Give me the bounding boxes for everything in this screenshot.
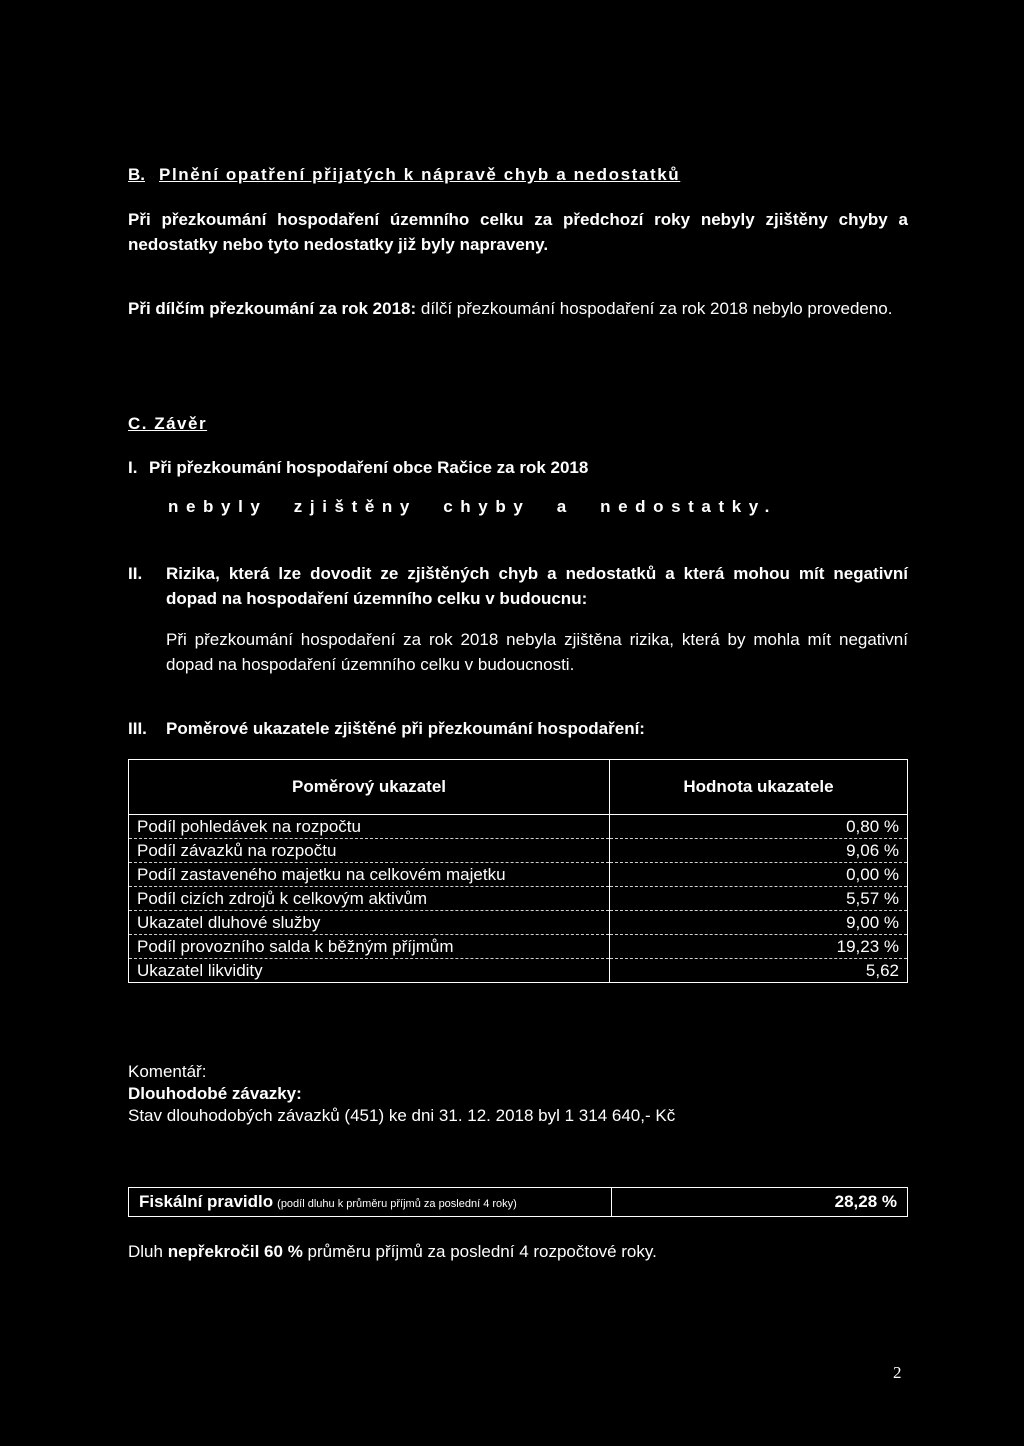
indicator-name: Podíl pohledávek na rozpočtu xyxy=(129,815,610,839)
fiscal-rule-divider xyxy=(611,1188,612,1216)
fiscal-rule-note: (podíl dluhu k průměru příjmů za poslední 4 roky) xyxy=(277,1198,517,1210)
fiscal-sentence-start: Dluh xyxy=(128,1242,168,1261)
section-b-para2-text: dílčí přezkoumání hospodaření za rok 2018 nebylo provedeno. xyxy=(416,299,893,318)
table-row xyxy=(129,815,908,839)
comment-label: Komentář: xyxy=(128,1062,207,1081)
fiscal-rule-sentence xyxy=(128,1239,657,1264)
section-b-para1: Při přezkoumání hospodaření územního celku za předchozí roky nebyly zjištěny chyby a nedostatky nebo tyto nedostatky již byly napraveny. xyxy=(128,210,908,254)
item-2-text: Při přezkoumání hospodaření za rok 2018 nebyla zjištěna rizika, která by mohla mít negativní dopad na hospodaření územního celku v budoucnosti. xyxy=(166,630,908,674)
page-number: 2 xyxy=(893,1363,902,1382)
indicator-value: 0,80 % xyxy=(846,816,899,836)
indicator-name: Ukazatel likvidity xyxy=(129,959,610,983)
indicator-value: 9,00 % xyxy=(610,911,908,935)
section-b-heading xyxy=(128,165,680,185)
item-1-text: Při přezkoumání hospodaření obce Račice za rok 2018 xyxy=(149,458,589,477)
section-b-para2 xyxy=(128,296,908,321)
indicator-name: Podíl cizích zdrojů k celkovým aktivům xyxy=(129,887,610,911)
fiscal-sentence-end: průměru příjmů za poslední 4 rozpočtové roky. xyxy=(302,1242,657,1261)
indicator-value: 9,06 % xyxy=(610,839,908,863)
indicator-value: 5,57 % xyxy=(610,887,908,911)
item-3-heading: Poměrové ukazatele zjištěné při přezkoumání hospodaření: xyxy=(166,719,645,738)
fiscal-rule-value: 28,28 % xyxy=(834,1192,897,1211)
comment-title: Dlouhodobé závazky: xyxy=(128,1084,302,1103)
table-header-row xyxy=(129,760,908,815)
item-1-number: I. xyxy=(128,458,138,477)
table-row xyxy=(129,887,908,911)
indicator-name: Podíl závazků na rozpočtu xyxy=(129,839,610,863)
item-1-result: nebyly zjištěny chyby a nedostatky. xyxy=(168,497,777,516)
section-b-number: B. xyxy=(128,165,145,184)
indicator-value: 19,23 % xyxy=(610,935,908,959)
header-value: Hodnota ukazatele xyxy=(610,760,908,815)
indicator-name: Ukazatel dluhové služby xyxy=(129,911,610,935)
fiscal-sentence-bold: nepřekročil 60 % xyxy=(167,1242,303,1261)
table-row xyxy=(129,911,908,935)
indicator-value: 0,00 % xyxy=(610,863,908,887)
item-2-heading: Rizika, která lze dovodit ze zjištěných chyb a nedostatků a která mohou mít negativní dopad na hospodaření územního celku v budoucnu: xyxy=(166,564,908,608)
fiscal-rule-title: Fiskální pravidlo xyxy=(139,1192,274,1211)
fiscal-rule-box xyxy=(128,1187,908,1217)
section-c-heading: C. Závěr xyxy=(128,414,208,433)
table-row xyxy=(129,863,908,887)
item-2-number: II. xyxy=(128,564,143,583)
indicator-value: 5,62 xyxy=(610,959,908,983)
item-3-number: III. xyxy=(128,719,147,738)
indicator-name: Podíl provozního salda k běžným příjmům xyxy=(129,935,610,959)
table-row xyxy=(129,839,908,863)
fiscal-rule-label xyxy=(139,1192,517,1212)
comment-text: Stav dlouhodobých závazků (451) ke dni 31. 12. 2018 byl 1 314 640,- Kč xyxy=(128,1106,676,1125)
section-b-title: Plnění opatření přijatých k nápravě chyb a nedostatků xyxy=(159,165,681,184)
header-indicator: Poměrový ukazatel xyxy=(129,760,610,815)
indicators-table xyxy=(128,759,908,983)
table-row xyxy=(129,935,908,959)
section-b-para2-lead: Při dílčím přezkoumání za rok 2018: xyxy=(128,299,417,318)
indicator-name: Podíl zastaveného majetku na celkovém majetku xyxy=(129,863,610,887)
table-row xyxy=(129,959,908,983)
